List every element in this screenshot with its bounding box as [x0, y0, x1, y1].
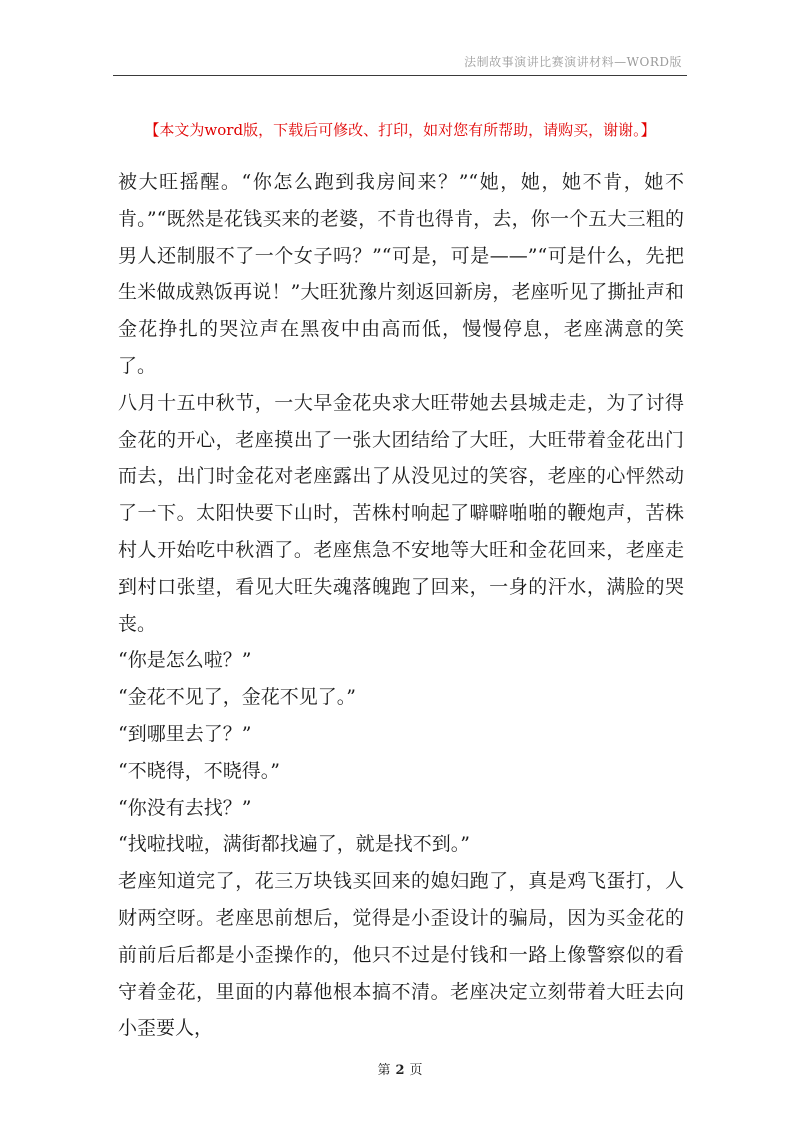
dialogue-line: “你是怎么啦？”	[118, 649, 252, 672]
page-label-prefix: 第	[377, 1063, 391, 1078]
dialogue-line: “金花不见了，金花不见了。”	[118, 686, 356, 709]
download-notice: 【本文为word版，下载后可修改、打印，如对您有所帮助，请购买，谢谢。】	[144, 121, 656, 139]
dialogue-line: “到哪里去了？”	[118, 722, 252, 745]
document-body	[118, 164, 684, 1047]
page-label-suffix: 页	[409, 1063, 423, 1078]
paragraph: 老座知道完了，花三万块钱买回来的媳妇跑了，真是鸡飞蛋打，人财两空呀。老座思前想后，觉得是小歪设计的骗局，因为买金花的前前后后都是小歪操作的，他只不过是付钱和一路上像警察似的看守着金花，里面的内幕他根本搞不清。老座决定立刻带着大旺去向小歪要人，	[118, 870, 684, 1040]
header-divider	[113, 75, 687, 76]
page-number: 2	[395, 1063, 405, 1078]
paragraph: 被大旺摇醒。“你怎么跑到我房间来？”“她，她，她不肯，她不肯。”“既然是花钱买来的老婆，不肯也得肯，去，你一个五大三粗的男人还制服不了一个女子吗？”“可是，可是——”“可是什么，先把生米做成熟饭再说！”大旺犹豫片刻返回新房，老座听见了撕扯声和金花挣扎的哭泣声在黑夜中由高而低，慢慢停息，老座满意的笑了。	[118, 171, 684, 377]
dialogue-line: “不晓得，不晓得。”	[118, 759, 280, 782]
page-header-title: 法制故事演讲比赛演讲材料—WORD版	[464, 55, 682, 69]
paragraph: 八月十五中秋节，一大早金花央求大旺带她去县城走走，为了讨得金花的开心，老座摸出了一张大团结给了大旺，大旺带着金花出门而去，出门时金花对老座露出了从没见过的笑容，老座的心怦然动了一下。太阳快要下山时，苦株村响起了噼噼啪啪的鞭炮声，苦株村人开始吃中秋酒了。老座焦急不安地等大旺和金花回来，老座走到村口张望，看见大旺失魂落魄跑了回来，一身的汗水，满脸的哭丧。	[118, 391, 684, 635]
dialogue-line: “你没有去找？”	[118, 796, 252, 819]
dialogue-line: “找啦找啦，满街都找遍了，就是找不到。”	[118, 833, 470, 856]
page-footer	[0, 1059, 800, 1078]
